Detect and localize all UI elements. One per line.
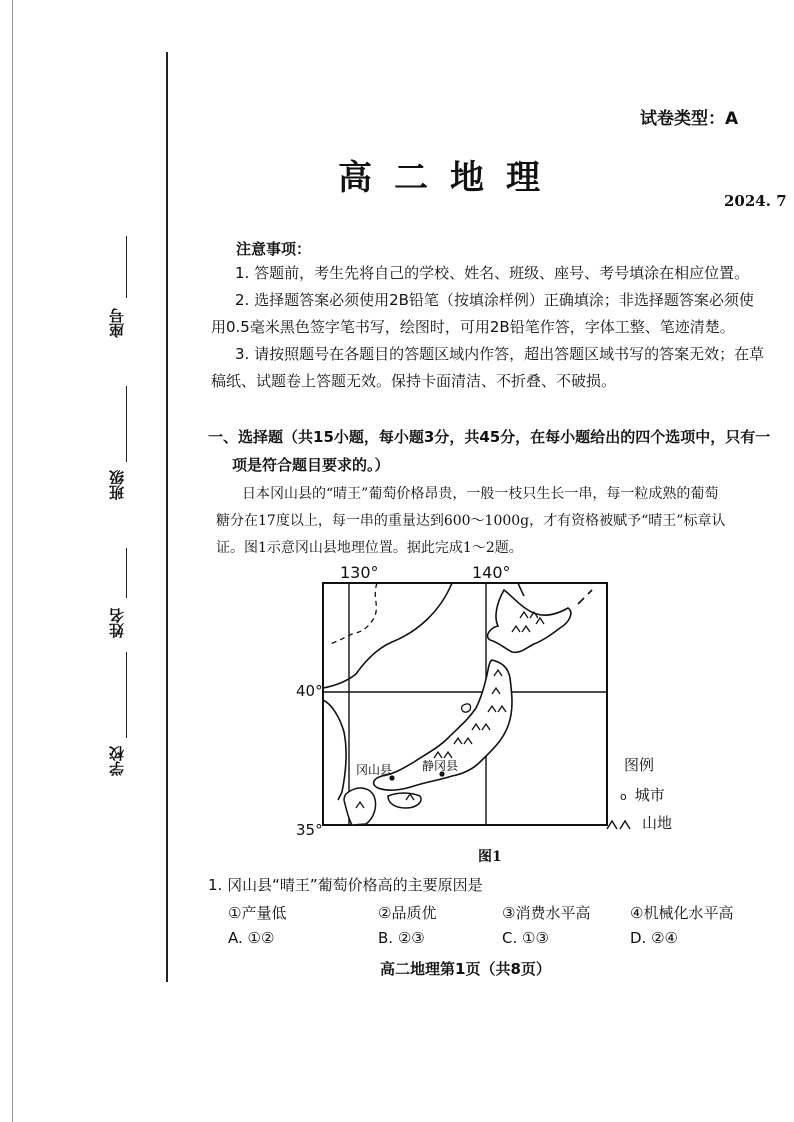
section-heading-line1: 一、选择题（共15小题，每小题3分，共45分，在每小题给出的四个选项中，只有一 [208, 428, 771, 446]
question-1-stem: 1. 冈山县“晴王”葡萄价格高的主要原因是 [208, 876, 483, 894]
note-item-2-line1: 2. 选择题答案必须使用2B铅笔（按填涂样例）正确填涂；非选择题答案必须使 [235, 291, 754, 309]
class-line [126, 386, 127, 462]
city-dot-icon: o [620, 790, 627, 803]
factor-3: ③消费水平高 [502, 904, 591, 922]
binding-line [166, 52, 168, 982]
legend-mountain-label: 山地 [642, 814, 673, 832]
legend-city [620, 784, 665, 805]
japan-location-map [322, 582, 608, 826]
shizuoka-label: 静冈县 [422, 759, 459, 773]
factor-1: ①产量低 [228, 904, 287, 922]
choice-a[interactable]: A. ①② [228, 929, 275, 947]
legend-city-label: 城市 [634, 786, 665, 804]
note-item-3-line1: 3. 请按照题号在各题目的答题区域内作答，超出答题区域书写的答案无效；在草 [235, 345, 765, 363]
class-field[interactable] [106, 386, 146, 536]
okayama-label: 冈山县 [356, 763, 393, 777]
paper-type: 试卷类型：A [640, 109, 739, 129]
name-line [126, 548, 127, 598]
seat-number-field[interactable] [106, 236, 146, 386]
seat-number-label: 座号 [108, 308, 126, 338]
notes-list [211, 260, 775, 395]
name-label: 姓名 [108, 608, 126, 638]
exam-date: 2024. 7 [724, 192, 787, 210]
intro-line-1: 日本冈山县的“晴王”葡萄价格昂贵，一般一枝只生长一串，每一粒成熟的葡萄 [242, 486, 719, 502]
lon-140-label: 140° [472, 563, 511, 582]
intro-line-2: 糖分在17度以上，每一串的重量达到600～1000g，才有资格被赋予“晴王”标章认 [216, 513, 726, 529]
choice-c[interactable]: C. ①③ [502, 929, 549, 947]
intro-line-3: 证。图1示意冈山县地理位置。据此完成1～2题。 [216, 540, 523, 556]
sado-island [462, 704, 471, 712]
school-label: 学校 [108, 746, 126, 776]
school-line [126, 652, 127, 738]
legend-title: 图例 [624, 756, 655, 774]
kyushu-island [344, 788, 376, 825]
page-edge-line [12, 0, 13, 1122]
factor-4: ④机械化水平高 [630, 904, 734, 922]
school-field[interactable] [106, 652, 146, 792]
lat-35-label: 35° [296, 821, 323, 839]
intro-passage [216, 481, 776, 562]
note-item-2-line2: 用0.5毫米黑色签字笔书写，绘图时，可用2B铅笔作答，字体工整、笔迹清楚。 [211, 318, 735, 336]
note-item-3-line2: 稿纸、试题卷上答题无效。保持卡面清洁、不折叠、不破损。 [211, 372, 617, 390]
class-label: 班级 [108, 470, 126, 500]
choice-d[interactable]: D. ②④ [630, 929, 678, 947]
section-heading-line2: 项是符合题目要求的。） [232, 456, 390, 474]
figure-caption: 图1 [478, 849, 502, 865]
page-title: 高二地理 [338, 158, 562, 198]
seat-number-line [126, 236, 127, 298]
note-item-1: 1. 答题前，考生先将自己的学校、姓名、班级、座号、考号填涂在相应位置。 [235, 264, 750, 282]
lon-130-label: 130° [340, 563, 379, 582]
notes-title: 注意事项： [236, 240, 312, 258]
legend-mountain [606, 812, 672, 833]
lat-40-label: 40° [296, 682, 323, 700]
mountain-icon [606, 818, 636, 830]
section-heading [208, 423, 776, 479]
choice-b[interactable]: B. ②③ [378, 929, 425, 947]
factor-2: ②品质优 [378, 904, 437, 922]
page-footer: 高二地理第1页（共8页） [380, 960, 551, 978]
